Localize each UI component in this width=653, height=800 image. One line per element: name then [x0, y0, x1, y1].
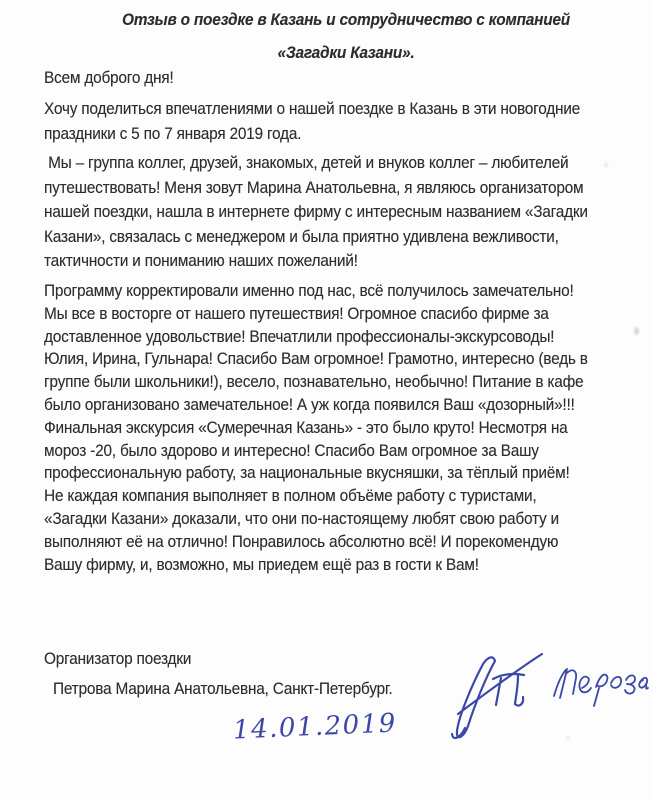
text-line: Отзыв о поездке в Казань и сотрудничество с компанией — [122, 11, 570, 29]
handwritten-signature — [438, 638, 650, 750]
scan-artifact — [566, 736, 570, 740]
text-line: группе были школьники!), весело, познавательно, необычно! Питание в кафе — [44, 373, 584, 392]
text-line: нашей поездки, нашла в интернете фирму с интересным названием «Загадки — [44, 203, 588, 221]
text-line: Всем доброго дня! — [44, 69, 174, 87]
text-line: Не каждая компания выполняет в полном объёме работу с туристами, — [44, 487, 537, 506]
text-line: Мы – группа коллег, друзей, знакомых, детей и внуков коллег – любителей — [44, 154, 569, 172]
text-line: Казани», связалась с менеджером и была приятно удивлена вежливости, — [44, 227, 559, 246]
text-line: доставленное удовольствие! Впечатлили профессионалы-экскурсоводы! — [44, 327, 555, 346]
text-line: Финальная экскурсия «Сумеречная Казань» - это было круто! Несмотря на — [44, 418, 568, 437]
text-line: было организовано замечательное! А уж когда появился Ваш «дозорный»!!! — [44, 395, 575, 414]
text-line: Вашу фирму, и, возможно, мы приедем ещё раз в гости к Вам! — [44, 555, 479, 574]
signer-role-text: Организатор поездки — [44, 650, 192, 668]
text-line: «Загадки Казани». — [277, 44, 415, 62]
text-line: Хочу поделиться впечатлениями о нашей поездке в Казань в эти новогодние — [44, 100, 581, 118]
document-title — [56, 4, 636, 70]
text-line: выполняют её на отлично! Понравилось абсолютно всё! И порекомендую — [44, 532, 559, 551]
signer-role — [44, 647, 202, 672]
text-line: тактичности и пониманию наших пожеланий! — [44, 252, 358, 270]
greeting-paragraph — [44, 66, 183, 91]
text-line: мороз -20, было здорово и интересно! Спасибо Вам огромное за Вашу — [44, 441, 539, 460]
text-line: Юлия, Ирина, Гульнара! Спасибо Вам огромное! Грамотно, интересно (ведь в — [44, 350, 588, 369]
group-description-paragraph — [44, 151, 629, 274]
text-line: путешествовать! Меня зовут Марина Анатольевна, я являюсь организатором — [44, 178, 584, 197]
scan-artifact — [634, 327, 639, 335]
text-line: Программу корректировали именно под нас, всё получилось замечательно! — [44, 282, 574, 300]
scan-artifact — [604, 163, 608, 167]
text-line: Мы все в восторге от нашего путешествия! Огромное спасибо фирме за — [44, 304, 549, 323]
text-line: «Загадки Казани» доказали, что они по-настоящему любят свою работу и — [44, 509, 559, 528]
signer-name-text: Петрова Марина Анатольевна, Санкт-Петербург. — [53, 680, 393, 698]
review-body-paragraph — [44, 280, 629, 576]
text-line: профессиональную работу, за национальные вкусняшки, за тёплый приём! — [44, 464, 570, 483]
signature-monogram — [452, 654, 542, 738]
signature-surname — [554, 669, 648, 706]
text-line: праздники с 5 по 7 января 2019 года. — [44, 125, 302, 143]
intro-paragraph — [44, 97, 620, 147]
handwritten-date: 14.01.2019 — [232, 708, 398, 746]
signer-name — [53, 677, 418, 702]
